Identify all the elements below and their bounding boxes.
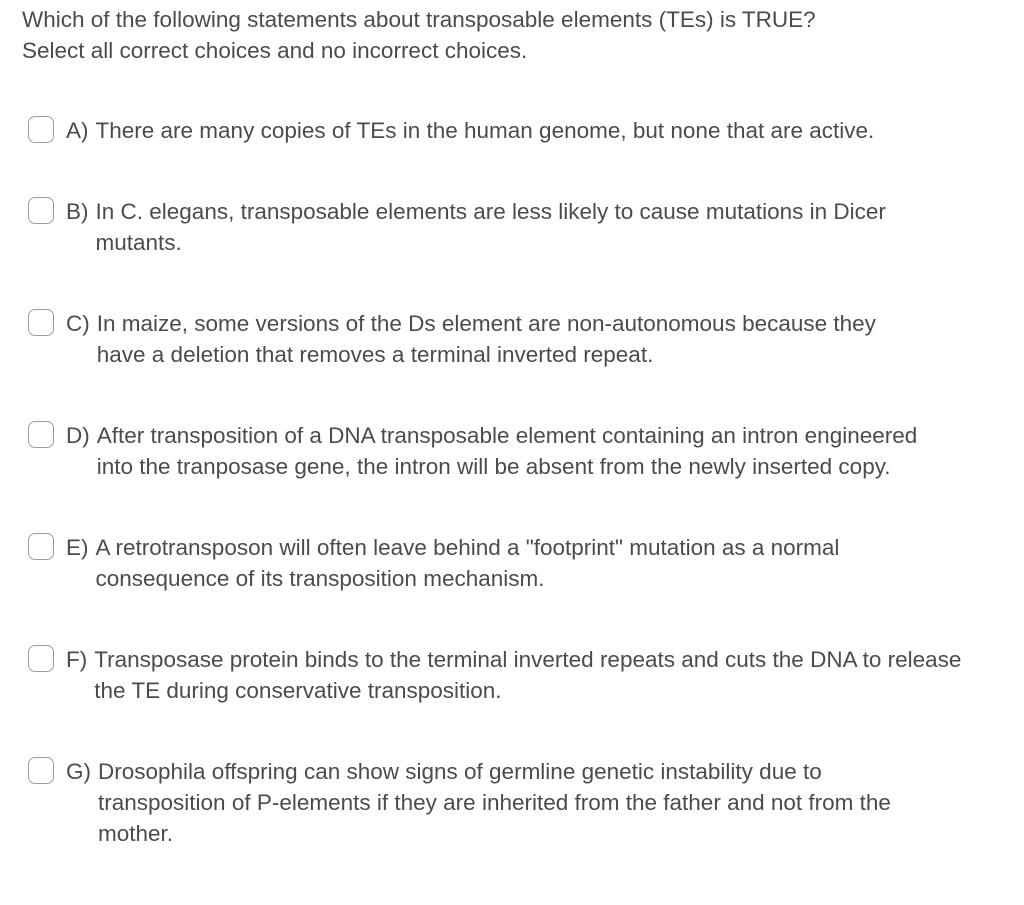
checkbox[interactable] — [28, 757, 54, 784]
option-letter: A) — [66, 118, 89, 143]
question-instructions: Select all correct choices and no incorrect choices. — [22, 38, 528, 63]
option-b[interactable] — [28, 196, 1008, 258]
option-c[interactable] — [28, 308, 1008, 370]
checkbox[interactable] — [28, 533, 54, 560]
option-text: After transposition of a DNA transposable element containing an intron engineered into the tranposase gene, the intron will be absent from the newly inserted copy. — [96, 423, 918, 479]
option-text: Transposase protein binds to the terminal inverted repeats and cuts the DNA to release the TE during conservative transposition. — [94, 647, 962, 703]
question-text: Which of the following statements about transposable elements (TEs) is TRUE? — [22, 7, 816, 32]
checkbox[interactable] — [28, 421, 54, 448]
option-e[interactable] — [28, 532, 1008, 594]
option-d[interactable] — [28, 420, 1008, 482]
option-g[interactable] — [28, 756, 1008, 849]
option-letter: G) — [66, 759, 91, 784]
question-prompt — [22, 4, 816, 66]
answer-options — [28, 115, 1008, 899]
option-text: In maize, some versions of the Ds element are non-autonomous because they have a deletion that removes a terminal inverted repeat. — [96, 311, 876, 367]
option-text: There are many copies of TEs in the human genome, but none that are active. — [95, 118, 875, 143]
option-letter: E) — [66, 535, 89, 560]
option-f[interactable] — [28, 644, 1008, 706]
option-a[interactable] — [28, 115, 1008, 146]
checkbox[interactable] — [28, 645, 54, 672]
option-letter: D) — [66, 423, 90, 448]
option-text: A retrotransposon will often leave behind a "footprint" mutation as a normal consequence of its transposition mechanism. — [95, 535, 840, 591]
checkbox[interactable] — [28, 116, 54, 143]
option-letter: F) — [66, 647, 88, 672]
checkbox[interactable] — [28, 197, 54, 224]
option-text: In C. elegans, transposable elements are less likely to cause mutations in Dicer mutants. — [95, 199, 886, 255]
option-letter: B) — [66, 199, 89, 224]
checkbox[interactable] — [28, 309, 54, 336]
option-text: Drosophila offspring can show signs of germline genetic instability due to transposition of P-elements if they are inherited from the father and not from the mother. — [98, 759, 891, 846]
option-letter: C) — [66, 311, 90, 336]
